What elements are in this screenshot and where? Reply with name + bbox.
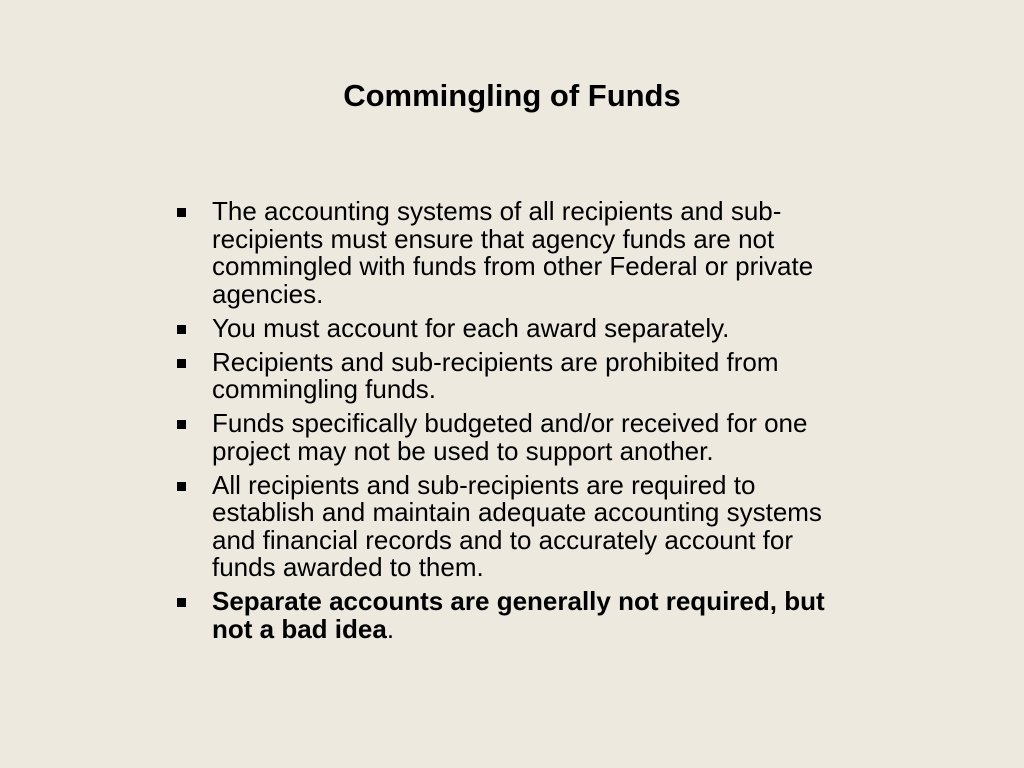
- bullet-bold-text: Separate accounts are generally not required, but not a bad idea: [212, 586, 825, 644]
- bullet-list: [172, 198, 852, 650]
- bullet-item: [172, 198, 852, 308]
- slide-title: Commingling of Funds: [343, 78, 681, 113]
- bullet-item: [172, 410, 852, 465]
- square-bullet-icon: [177, 482, 186, 491]
- bullet-trailing-text: .: [386, 613, 395, 644]
- bullet-item: [172, 312, 852, 343]
- bullet-item: [172, 588, 852, 643]
- bullet-text: All recipients and sub-recipients are required to establish and maintain adequate accounting systems and financial records and to accurately account for funds awarded to them.: [212, 469, 822, 582]
- square-bullet-icon: [177, 598, 186, 607]
- bullet-text: Recipients and sub-recipients are prohibited from commingling funds.: [212, 346, 779, 404]
- square-bullet-icon: [177, 359, 186, 368]
- square-bullet-icon: [177, 325, 186, 334]
- square-bullet-icon: [177, 208, 186, 217]
- bullet-text: Funds specifically budgeted and/or received for one project may not be used to support another.: [212, 408, 808, 466]
- bullet-item: [172, 346, 852, 404]
- bullet-text: The accounting systems of all recipients and sub-recipients must ensure that agency funds are not commingled with funds from other Federal or private agencies.: [212, 196, 814, 309]
- bullet-item: [172, 469, 852, 582]
- bullet-text: You must account for each award separately.: [212, 312, 730, 343]
- square-bullet-icon: [177, 420, 186, 429]
